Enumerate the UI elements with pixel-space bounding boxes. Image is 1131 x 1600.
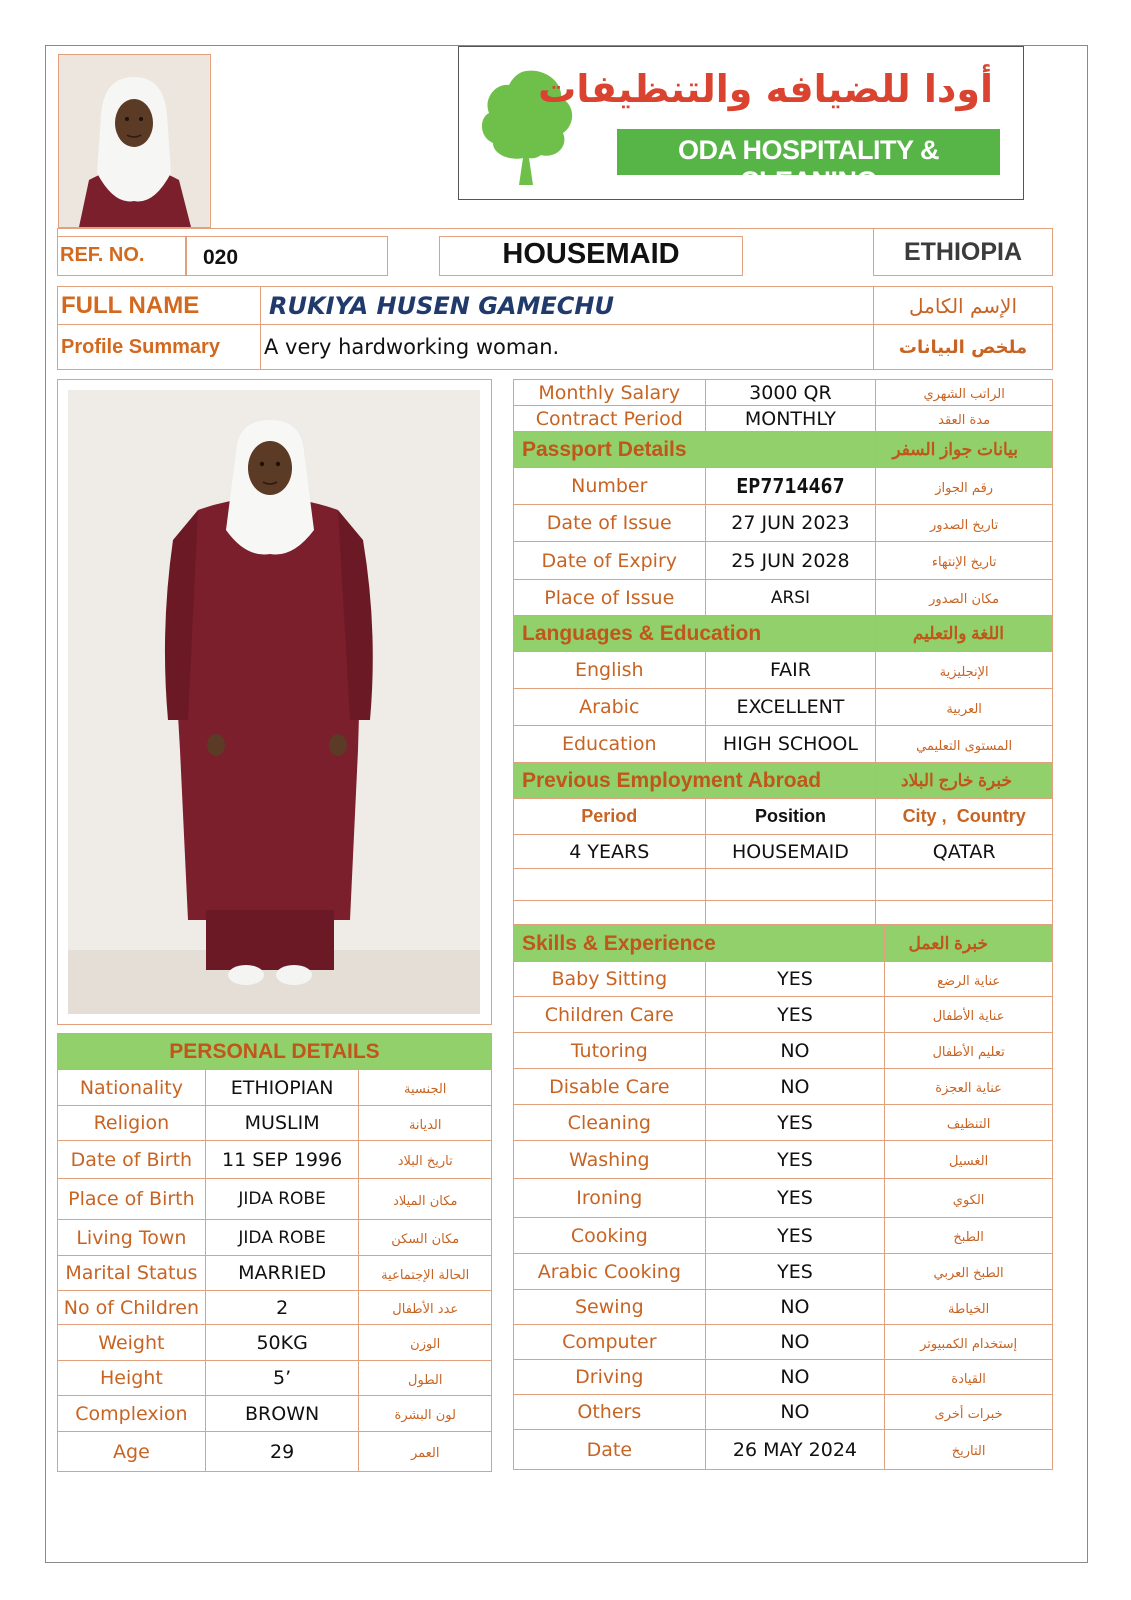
languages-header <box>514 616 1053 652</box>
contract-label: Contract Period <box>535 407 683 430</box>
passport-header <box>514 432 1053 468</box>
skill-ar: إستخدام الكمبيوتر <box>920 1336 1018 1352</box>
employment-empty-row <box>514 901 1053 925</box>
contract-value-cell <box>705 380 876 406</box>
full-name-label: FULL NAME <box>61 291 200 319</box>
passport-ar-cell <box>876 542 1053 580</box>
passport-ar: تاريخ الإنتهاء <box>931 555 997 570</box>
language-label-cell <box>514 652 706 689</box>
skill-label: Others <box>577 1401 642 1423</box>
skill-row <box>514 1360 1053 1395</box>
personal-details-title: PERSONAL DETAILS <box>169 1039 380 1063</box>
passport-ar-cell <box>876 468 1053 505</box>
personal-ar-cell <box>359 1432 492 1472</box>
skill-value-cell <box>705 962 885 997</box>
skill-label: Cleaning <box>567 1111 651 1134</box>
personal-value: ETHIOPIAN <box>230 1076 334 1099</box>
skill-value: YES <box>777 1260 813 1283</box>
portrait-illustration <box>59 55 209 227</box>
personal-row <box>58 1325 492 1361</box>
language-value: HIGH SCHOOL <box>722 733 858 755</box>
skill-value: NO <box>780 1075 810 1098</box>
personal-value-cell <box>205 1361 359 1396</box>
passport-value: EP7714467 <box>736 474 845 498</box>
passport-value-cell <box>705 542 876 580</box>
personal-row <box>58 1106 492 1141</box>
contract-ar-cell <box>876 380 1053 406</box>
summary-label-cell <box>58 325 261 370</box>
personal-label: Religion <box>93 1112 170 1134</box>
personal-value-cell <box>205 1220 359 1256</box>
personal-label-cell <box>58 1070 206 1106</box>
skill-ar-cell <box>885 1218 1053 1254</box>
personal-ar-cell <box>359 1141 492 1179</box>
skill-label: Date <box>586 1438 633 1461</box>
skill-ar-cell <box>885 1254 1053 1290</box>
language-label: Arabic <box>579 696 640 718</box>
passport-value: 27 JUN 2023 <box>731 512 850 534</box>
skill-value-cell <box>705 1325 885 1360</box>
personal-ar: الوزن <box>410 1337 441 1352</box>
skill-ar-cell <box>885 1033 1053 1069</box>
skill-row <box>514 1290 1053 1325</box>
personal-ar: عدد الأطفال <box>392 1302 459 1317</box>
summary-value: A very hardworking woman. <box>264 335 560 359</box>
language-value-cell <box>705 652 876 689</box>
skill-label: Driving <box>575 1366 644 1388</box>
employment-position-cell <box>705 835 876 869</box>
personal-ar-cell <box>359 1361 492 1396</box>
passport-label: Number <box>571 475 648 497</box>
personal-value-cell <box>205 1106 359 1141</box>
full-name-value-cell <box>261 287 874 325</box>
language-value: EXCELLENT <box>736 696 845 718</box>
ref-value: 020 <box>203 246 239 269</box>
ref-label: REF. NO. <box>60 244 145 266</box>
skill-label-cell <box>514 1325 706 1360</box>
skill-value-cell <box>705 1254 885 1290</box>
skill-value: YES <box>777 1224 813 1247</box>
skill-value: NO <box>780 1296 810 1318</box>
skill-ar: التنظيف <box>946 1117 991 1132</box>
personal-label-cell <box>58 1220 206 1256</box>
position-title: HOUSEMAID <box>502 238 680 270</box>
skill-label: Cooking <box>570 1224 648 1247</box>
skill-ar-cell <box>885 1179 1053 1218</box>
skill-ar: الغسيل <box>948 1154 989 1169</box>
employment-header <box>514 763 1053 799</box>
full-body-photo <box>57 379 492 1025</box>
personal-value-cell <box>205 1256 359 1291</box>
language-ar: الإنجليزية <box>939 664 989 680</box>
language-ar-cell <box>876 726 1053 763</box>
language-row <box>514 689 1053 726</box>
contract-value: MONTHLY <box>744 407 836 430</box>
skills-title: Skills & Experience <box>522 931 716 955</box>
personal-ar: مكان الميلاد <box>393 1193 458 1209</box>
personal-row <box>58 1291 492 1325</box>
language-ar-cell <box>876 652 1053 689</box>
contract-ar-cell <box>876 406 1053 432</box>
passport-label: Date of Expiry <box>541 549 677 572</box>
personal-value-cell <box>205 1325 359 1361</box>
skill-ar-cell <box>885 1360 1053 1395</box>
skill-ar: الكوي <box>952 1192 985 1208</box>
skill-label-cell <box>514 1290 706 1325</box>
personal-value: 2 <box>276 1296 289 1319</box>
employment-place-cell <box>876 835 1053 869</box>
passport-label-cell <box>514 580 706 616</box>
personal-row <box>58 1179 492 1220</box>
personal-label: Date of Birth <box>70 1148 193 1171</box>
skill-label-cell <box>514 1395 706 1430</box>
personal-label-cell <box>58 1141 206 1179</box>
skills-title-ar: خبرة العمل <box>908 933 988 953</box>
skill-row <box>514 1395 1053 1430</box>
personal-label-cell <box>58 1432 206 1472</box>
personal-value: MARRIED <box>238 1262 327 1284</box>
employment-columns <box>514 799 1053 835</box>
skill-ar-cell <box>885 1395 1053 1430</box>
language-label-cell <box>514 726 706 763</box>
skill-ar-cell <box>885 1069 1053 1105</box>
contract-ar: الراتب الشهري <box>923 387 1005 402</box>
contract-value: 3000 QR <box>749 381 832 404</box>
language-ar-cell <box>876 689 1053 726</box>
skill-label: Computer <box>562 1331 657 1353</box>
contract-row <box>514 380 1053 406</box>
skill-label: Tutoring <box>570 1039 648 1062</box>
skill-ar-cell <box>885 1105 1053 1141</box>
skill-ar: تعليم الأطفال <box>932 1045 1005 1060</box>
personal-ar: تاريخ البلاد <box>397 1154 453 1169</box>
personal-label: Nationality <box>79 1076 183 1099</box>
employment-col-position: Position <box>754 806 826 826</box>
personal-value-cell <box>205 1179 359 1220</box>
full-body-illustration <box>68 390 480 1014</box>
skill-row <box>514 1179 1053 1218</box>
language-value: FAIR <box>769 659 811 681</box>
skill-ar: التاريخ <box>951 1444 986 1459</box>
personal-ar: لون البشرة <box>394 1408 456 1423</box>
skill-value-cell <box>705 1033 885 1069</box>
personal-row <box>58 1432 492 1472</box>
personal-value-cell <box>205 1291 359 1325</box>
skill-row <box>514 1069 1053 1105</box>
language-ar: العربية <box>946 701 982 717</box>
employment-empty-row <box>514 869 1053 901</box>
skill-value-cell <box>705 1395 885 1430</box>
passport-label-cell <box>514 468 706 505</box>
skill-label: Arabic Cooking <box>537 1260 681 1283</box>
right-details-table <box>513 379 1053 925</box>
personal-details-header <box>58 1034 492 1070</box>
personal-label: No of Children <box>63 1296 200 1319</box>
skill-label: Washing <box>569 1148 650 1171</box>
skill-value-cell <box>705 997 885 1033</box>
employment-period: 4 YEARS <box>569 840 650 863</box>
skill-value: YES <box>777 1187 813 1209</box>
skill-ar-cell <box>885 1290 1053 1325</box>
employment-period-cell <box>514 835 706 869</box>
personal-label: Age <box>113 1440 150 1463</box>
passport-row <box>514 468 1053 505</box>
personal-ar-cell <box>359 1070 492 1106</box>
employment-position: HOUSEMAID <box>732 840 849 863</box>
personal-ar: الديانة <box>408 1117 442 1133</box>
language-value-cell <box>705 689 876 726</box>
personal-value-cell <box>205 1396 359 1432</box>
languages-title-ar: اللغة والتعليم <box>912 623 1004 643</box>
skill-row <box>514 1033 1053 1069</box>
skill-ar: عناية الرضع <box>937 973 1001 989</box>
personal-ar-cell <box>359 1396 492 1432</box>
skill-label-cell <box>514 1218 706 1254</box>
passport-ar-cell <box>876 505 1053 542</box>
skill-label: Disable Care <box>549 1075 670 1098</box>
personal-label-cell <box>58 1325 206 1361</box>
employment-col-city: City , <box>902 806 947 826</box>
skill-value-cell <box>705 1069 885 1105</box>
skills-header <box>514 926 1053 962</box>
personal-ar: الجنسية <box>404 1082 447 1097</box>
passport-label: Date of Issue <box>546 512 672 534</box>
personal-value: MUSLIM <box>244 1112 320 1134</box>
language-row <box>514 652 1053 689</box>
personal-label: Marital Status <box>65 1262 198 1284</box>
skill-row <box>514 997 1053 1033</box>
passport-row <box>514 542 1053 580</box>
skill-ar-cell <box>885 1141 1053 1179</box>
skill-value-cell <box>705 1430 885 1470</box>
contract-value-cell <box>705 406 876 432</box>
skill-row <box>514 1218 1053 1254</box>
skill-label-cell <box>514 1430 706 1470</box>
personal-row <box>58 1220 492 1256</box>
personal-label: Weight <box>98 1331 165 1354</box>
skill-ar: عناية العجزة <box>935 1081 1002 1096</box>
personal-ar-cell <box>359 1179 492 1220</box>
skill-row <box>514 1325 1053 1360</box>
skill-label-cell <box>514 1105 706 1141</box>
skill-row <box>514 1105 1053 1141</box>
skill-value: YES <box>777 1003 813 1026</box>
passport-row <box>514 505 1053 542</box>
passport-value: ARSI <box>770 587 811 608</box>
summary-label: Profile Summary <box>61 335 220 358</box>
skill-value: NO <box>780 1366 810 1388</box>
skill-label-cell <box>514 1179 706 1218</box>
contract-label: Monthly Salary <box>538 381 681 404</box>
skill-ar: القيادة <box>951 1371 986 1387</box>
contract-label-cell <box>514 406 706 432</box>
employment-title: Previous Employment Abroad <box>522 768 822 792</box>
passport-label-cell <box>514 542 706 580</box>
employment-col-country: Country <box>956 806 1026 826</box>
skill-row <box>514 1141 1053 1179</box>
personal-label: Complexion <box>75 1402 188 1425</box>
personal-label-cell <box>58 1291 206 1325</box>
personal-ar: العمر <box>410 1446 440 1461</box>
passport-title: Passport Details <box>522 437 687 461</box>
skill-row <box>514 962 1053 997</box>
skill-row <box>514 1430 1053 1470</box>
passport-value-cell <box>705 505 876 542</box>
skill-value-cell <box>705 1179 885 1218</box>
personal-row <box>58 1070 492 1106</box>
skill-label-cell <box>514 1069 706 1105</box>
language-value-cell <box>705 726 876 763</box>
skill-label-cell <box>514 1141 706 1179</box>
skill-label-cell <box>514 1360 706 1395</box>
language-label-cell <box>514 689 706 726</box>
company-logo <box>458 46 1024 200</box>
personal-label: Place of Birth <box>68 1188 195 1210</box>
portrait-photo <box>58 54 211 228</box>
language-label: Education <box>561 733 657 755</box>
passport-label: Place of Issue <box>544 586 675 609</box>
skill-value-cell <box>705 1290 885 1325</box>
personal-details-table <box>57 1033 492 1472</box>
personal-label: Height <box>99 1367 163 1389</box>
ref-divider <box>185 236 187 276</box>
skill-value-cell <box>705 1105 885 1141</box>
skill-label-cell <box>514 997 706 1033</box>
skill-ar: الطبخ العربي <box>933 1266 1004 1281</box>
passport-ar-cell <box>876 580 1053 616</box>
personal-value: BROWN <box>245 1402 320 1425</box>
full-name-value: RUKIYA HUSEN GAMECHU <box>269 291 614 320</box>
skill-ar: خبرات أخرى <box>934 1406 1003 1422</box>
skill-ar: الخياطة <box>948 1301 990 1317</box>
skill-value: NO <box>780 1039 810 1062</box>
personal-value-cell <box>205 1141 359 1179</box>
skill-ar-cell <box>885 1325 1053 1360</box>
skill-ar-cell <box>885 962 1053 997</box>
passport-value-cell <box>705 468 876 505</box>
personal-value: 11 SEP 1996 <box>222 1148 343 1171</box>
personal-ar-cell <box>359 1325 492 1361</box>
personal-value-cell <box>205 1432 359 1472</box>
skill-ar: الطبخ <box>953 1230 984 1245</box>
skill-value: YES <box>777 1148 813 1171</box>
skill-label: Sewing <box>574 1296 644 1318</box>
personal-ar: الطول <box>408 1372 443 1388</box>
personal-row <box>58 1396 492 1432</box>
personal-ar: مكان السكن <box>391 1232 460 1247</box>
language-ar: المستوى التعليمي <box>916 738 1013 754</box>
skills-table <box>513 925 1053 1470</box>
contract-row <box>514 406 1053 432</box>
personal-value: 5’ <box>273 1367 292 1389</box>
contract-label-cell <box>514 380 706 406</box>
personal-row <box>58 1141 492 1179</box>
skill-label-cell <box>514 1254 706 1290</box>
personal-label-cell <box>58 1256 206 1291</box>
passport-ar: مكان الصدور <box>929 592 1000 607</box>
contract-ar: مدة العقد <box>938 413 991 428</box>
skill-label: Children Care <box>544 1003 674 1026</box>
country-title: ETHIOPIA <box>903 238 1023 266</box>
passport-label-cell <box>514 505 706 542</box>
passport-ar: رقم الجواز <box>935 480 994 496</box>
skill-label: Ironing <box>576 1187 643 1209</box>
personal-ar-cell <box>359 1256 492 1291</box>
passport-value: 25 JUN 2028 <box>731 549 850 572</box>
skill-row <box>514 1254 1053 1290</box>
passport-value-cell <box>705 580 876 616</box>
name-summary-table <box>57 286 1053 370</box>
personal-ar-cell <box>359 1220 492 1256</box>
full-name-ar: الإسم الكامل <box>908 293 1018 318</box>
skill-value: 26 MAY 2024 <box>732 1438 857 1461</box>
language-label: English <box>574 659 644 681</box>
logo-arabic-text: أودا للضيافه والتنظيفات <box>538 67 993 111</box>
skill-label-cell <box>514 1033 706 1069</box>
employment-col-period: Period <box>581 806 638 826</box>
personal-ar: الحالة الإجتماعية <box>381 1267 470 1283</box>
skill-value-cell <box>705 1218 885 1254</box>
personal-label-cell <box>58 1396 206 1432</box>
skill-label: Baby Sitting <box>551 968 668 990</box>
personal-row <box>58 1361 492 1396</box>
skill-value-cell <box>705 1360 885 1395</box>
passport-title-ar: بيانات جواز السفر <box>892 439 1018 459</box>
skill-value: YES <box>777 1111 813 1134</box>
employment-row <box>514 835 1053 869</box>
full-name-label-cell <box>58 287 261 325</box>
skill-ar: عناية الأطفال <box>932 1009 1005 1024</box>
personal-label-cell <box>58 1361 206 1396</box>
passport-row <box>514 580 1053 616</box>
logo-english-text: ODA HOSPITALITY & CLEANING <box>677 135 939 196</box>
employment-place: QATAR <box>932 840 996 863</box>
skill-value: NO <box>780 1331 810 1353</box>
languages-title: Languages & Education <box>522 621 762 645</box>
personal-value: JIDA ROBE <box>238 1227 326 1248</box>
skill-value: YES <box>777 968 813 990</box>
personal-ar-cell <box>359 1291 492 1325</box>
skill-ar-cell <box>885 997 1053 1033</box>
personal-row <box>58 1256 492 1291</box>
personal-value: 50KG <box>256 1331 308 1354</box>
skill-value-cell <box>705 1141 885 1179</box>
personal-label-cell <box>58 1179 206 1220</box>
full-name-ar-cell <box>874 287 1053 325</box>
summary-value-cell <box>261 325 874 370</box>
personal-ar-cell <box>359 1106 492 1141</box>
personal-label-cell <box>58 1106 206 1141</box>
skill-value: NO <box>780 1401 810 1423</box>
skill-label-cell <box>514 962 706 997</box>
employment-title-ar: خبرة خارج البلاد <box>901 770 1012 790</box>
skill-ar-cell <box>885 1430 1053 1470</box>
passport-ar: تاريخ الصدور <box>930 517 999 533</box>
summary-ar-cell <box>874 325 1053 370</box>
personal-value: JIDA ROBE <box>238 1189 326 1209</box>
personal-value: 29 <box>270 1440 295 1463</box>
personal-label: Living Town <box>76 1226 187 1249</box>
personal-value-cell <box>205 1070 359 1106</box>
language-row <box>514 726 1053 763</box>
summary-ar: ملخص البيانات <box>898 336 1028 358</box>
